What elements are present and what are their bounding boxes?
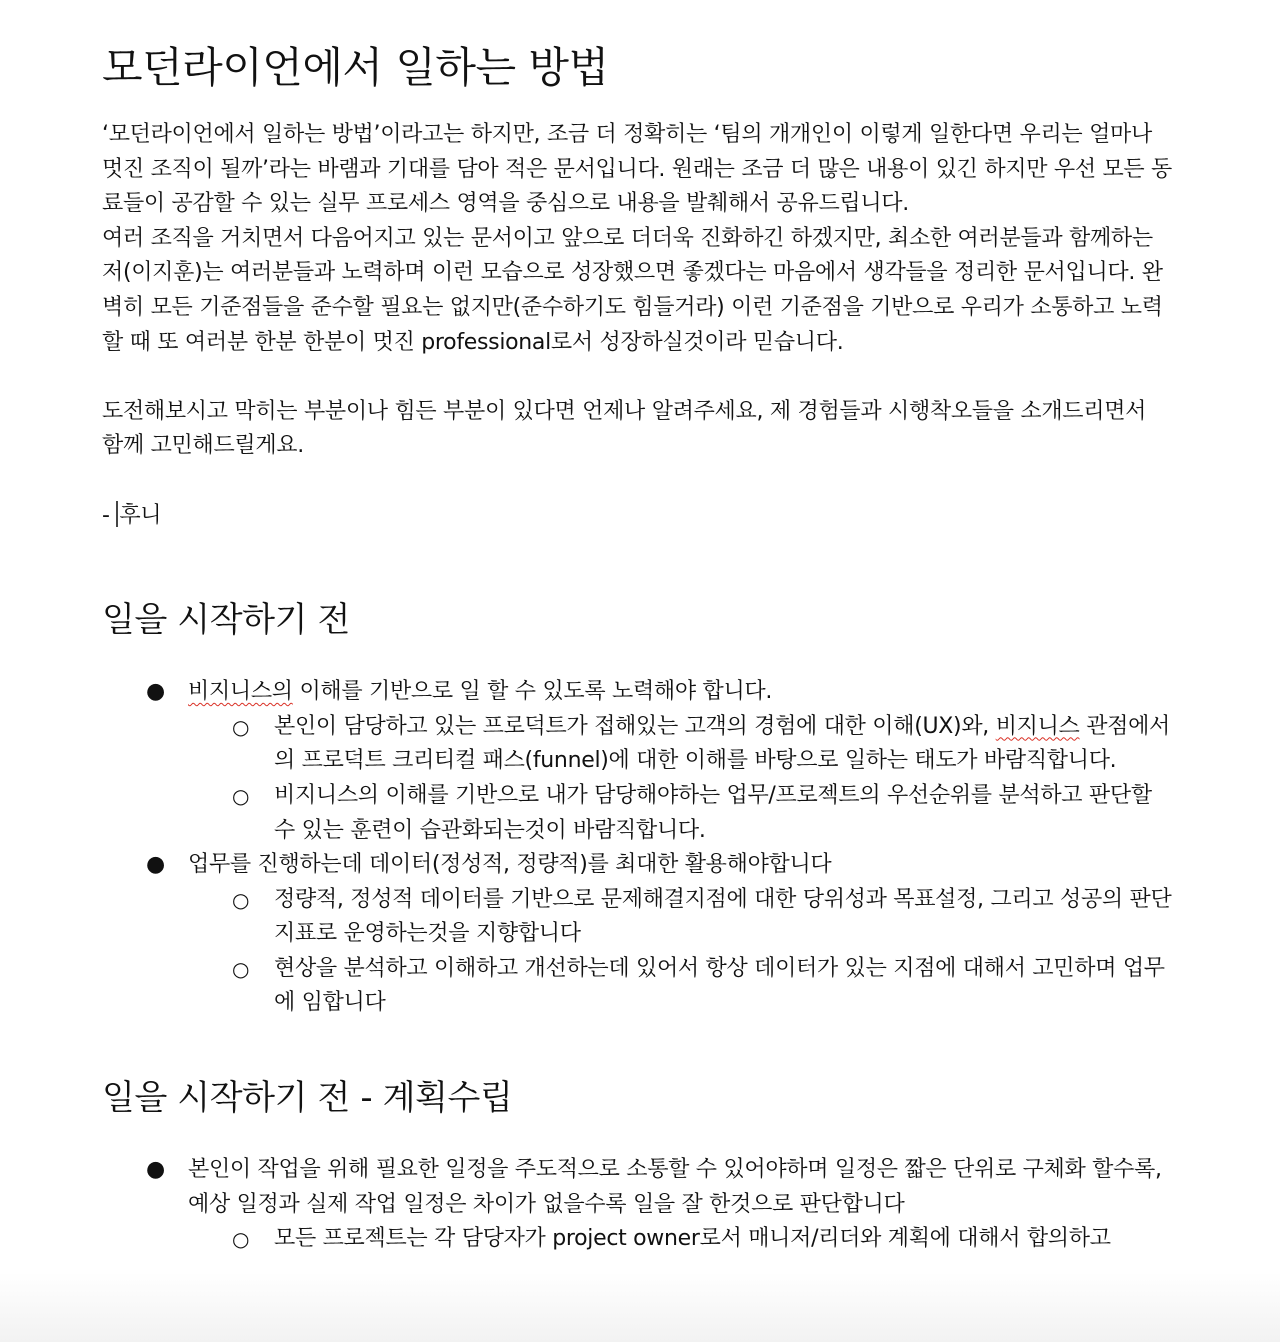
bullet-list xyxy=(102,1153,1172,1257)
bottom-fade-overlay xyxy=(0,1272,1280,1342)
section-heading-planning[interactable]: 일을 시작하기 전 - 계획수립 xyxy=(102,1078,513,1119)
intro-paragraph-2[interactable]: 여러 조직을 거치면서 다음어지고 있는 문서이고 앞으로 더더욱 진화하긴 하겠지만, 최소한 여러분들과 함께하는 저(이지훈)는 여러분들과 노력하며 이런 모습으로 성장했으면 좋겠다는 마음에서 생각들을 정리한 문서입니다. 완벽히 모든 기준점들을 준수할 필요는 없지만(준수하기도 힘들거라) 이런 기준점을 기반으로 우리가 소통하고 노력할 때 또 여러분 한분 한분이 멋진 professional로서 성장하실것이라 믿습니다. xyxy=(102,225,1163,355)
sub-list-item-text: 모든 프로젝트는 각 담당자가 project owner로서 매니저/리더와 계획에 대해서 합의하고 xyxy=(274,1226,1111,1252)
list-item[interactable] xyxy=(102,1153,1172,1257)
blank-line xyxy=(102,464,1172,499)
hollow-bullet-icon: ○ xyxy=(232,1227,250,1252)
signature-prefix: - xyxy=(102,502,117,528)
filled-bullet-icon: ● xyxy=(146,852,165,878)
sub-list-item-text: 비지니스의 이해를 기반으로 내가 담당해야하는 업무/프로젝트의 우선순위를 분석하고 판단할 수 있는 훈련이 습관화되는것이 바람직합니다. xyxy=(274,782,1152,843)
intro-paragraph-3[interactable]: 도전해보시고 막히는 부분이나 힘든 부분이 있다면 언제나 알려주세요, 제 경험들과 시행착오들을 소개드리면서 함께 고민해드릴게요. xyxy=(102,398,1147,459)
hollow-bullet-icon: ○ xyxy=(232,956,250,981)
sub-list-item[interactable] xyxy=(188,883,1172,952)
document-title[interactable]: 모던라이언에서 일하는 방법 xyxy=(102,43,609,92)
signature[interactable] xyxy=(102,499,1172,534)
sub-list-item-text: 본인이 담당하고 있는 프로덕트가 접해있는 고객의 경험에 대한 이해(UX)와, xyxy=(274,713,996,739)
sub-list-item-text: 현상을 분석하고 이해하고 개선하는데 있어서 항상 데이터가 있는 지점에 대해서 고민하며 업무에 임합니다 xyxy=(274,955,1165,1016)
hollow-bullet-icon: ○ xyxy=(232,887,250,912)
bullet-list xyxy=(102,675,1172,1021)
sub-list-item-text: 정량적, 정성적 데이터를 기반으로 문제해결지점에 대한 당위성과 목표설정, 그리고 성공의 판단지표로 운영하는것을 지향합니다 xyxy=(274,886,1172,947)
filled-bullet-icon: ● xyxy=(146,679,165,705)
intro-section xyxy=(102,118,1172,533)
signature-name: 후니 xyxy=(119,502,162,528)
sub-list-item[interactable] xyxy=(188,779,1172,848)
list-item-text: 본인이 작업을 위해 필요한 일정을 주도적으로 소통할 수 있어야하며 일정은 짧은 단위로 구체화 할수록, 예상 일정과 실제 작업 일정은 차이가 없을수록 일을 잘 한것으로 판단합니다 xyxy=(188,1157,1162,1217)
hollow-bullet-icon: ○ xyxy=(232,714,250,739)
filled-bullet-icon: ● xyxy=(146,1157,165,1183)
intro-paragraph-1[interactable]: ‘모던라이언에서 일하는 방법’이라고는 하지만, 조금 더 정확히는 ‘팀의 개개인이 이렇게 일한다면 우리는 얼마나 멋진 조직이 될까’라는 바램과 기대를 담아 적은 문서입니다. 원래는 조금 더 많은 내용이 있긴 하지만 우선 모든 동료들이 공감할 수 있는 실무 프로세스 영역을 중심으로 내용을 발췌해서 공유드립니다. xyxy=(102,122,1173,217)
section-heading-before-work[interactable]: 일을 시작하기 전 xyxy=(102,600,350,641)
blank-line xyxy=(102,360,1172,395)
sub-bullet-list xyxy=(188,710,1172,848)
sub-bullet-list xyxy=(188,1222,1172,1257)
spellcheck-word[interactable]: 비지니스 xyxy=(995,713,1080,739)
list-item[interactable] xyxy=(102,675,1172,848)
hollow-bullet-icon: ○ xyxy=(232,783,250,808)
spellcheck-word[interactable]: 비지니스의 xyxy=(188,679,293,705)
list-item[interactable] xyxy=(102,848,1172,1021)
sub-list-item-text: 관점에서의 프로덕트 크리티컬 패스(funnel)에 대한 이해를 바탕으로 일하는 태도가 바람직합니다. xyxy=(274,713,1171,774)
document xyxy=(102,38,1172,1257)
sub-list-item[interactable] xyxy=(188,710,1172,779)
sub-list-item[interactable] xyxy=(188,1222,1172,1257)
list-item-text: 이해를 기반으로 일 할 수 있도록 노력해야 합니다. xyxy=(292,679,773,705)
sub-bullet-list xyxy=(188,883,1172,1021)
sub-list-item[interactable] xyxy=(188,952,1172,1021)
list-item-text: 업무를 진행하는데 데이터(정성적, 정량적)를 최대한 활용해야합니다 xyxy=(188,852,832,878)
